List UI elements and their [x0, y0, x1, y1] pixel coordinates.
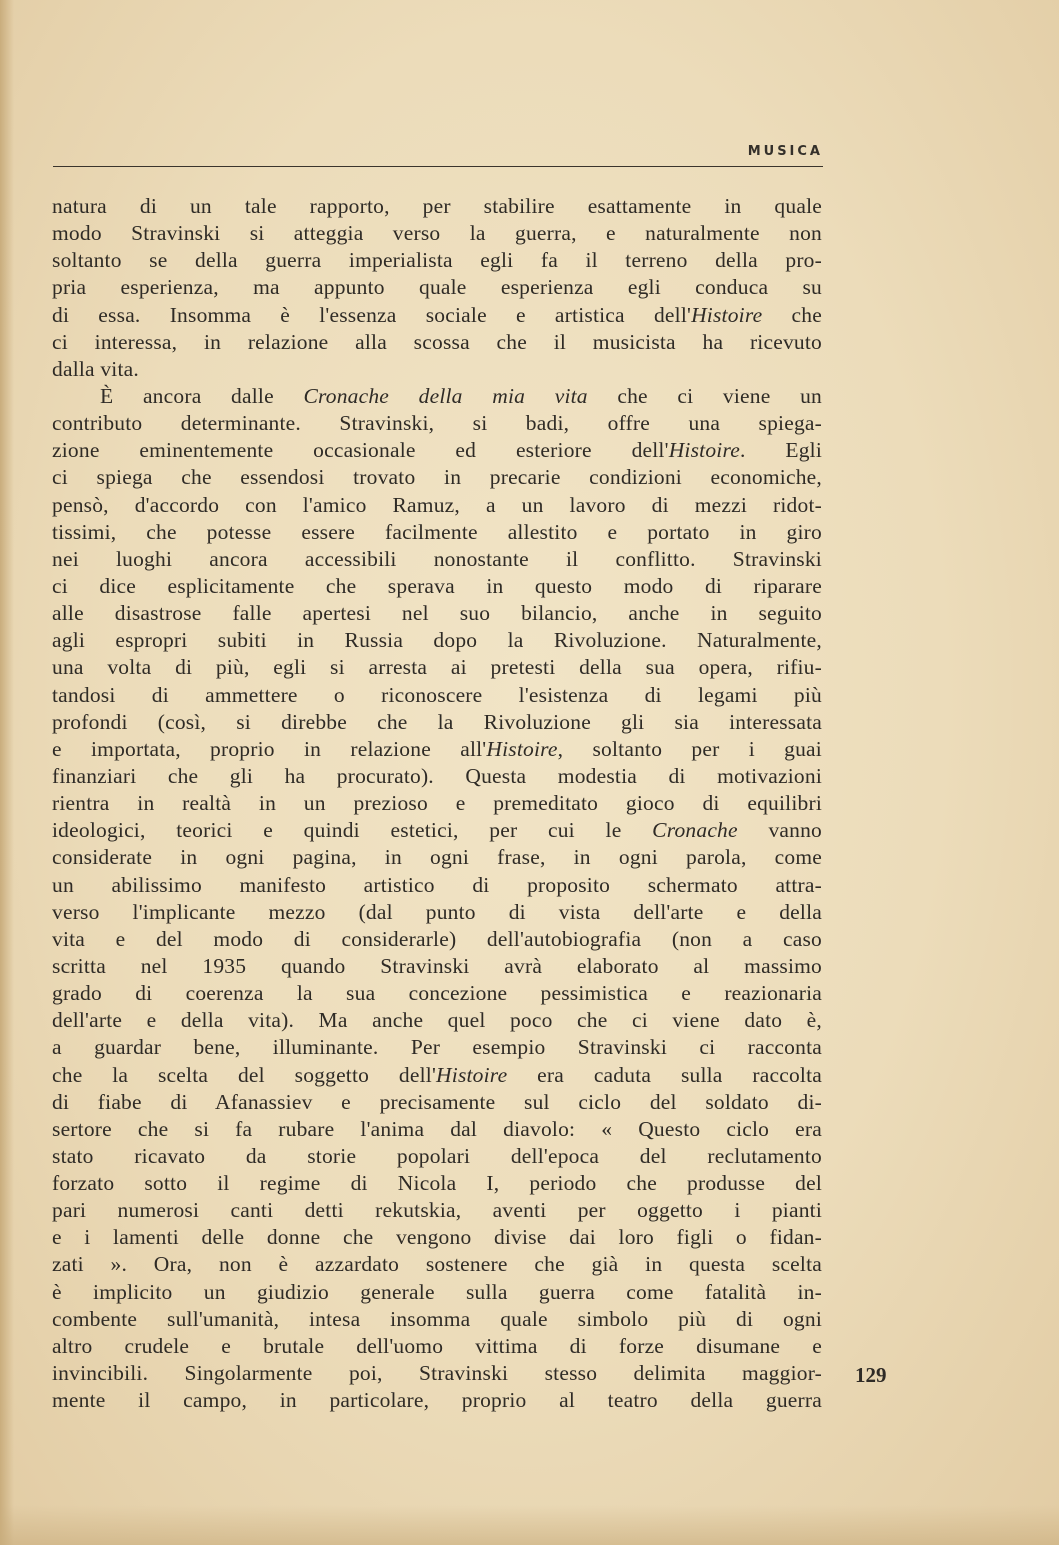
text-line	[52, 383, 822, 410]
text-line: sertore che si fa rubare l'anima dal diavolo: « Questo ciclo era	[52, 1116, 822, 1141]
text-line: è implicito un giudizio generale sulla guerra come fatalità in-	[52, 1279, 822, 1304]
text-segment: che la scelta del soggetto dell'	[52, 1062, 437, 1087]
text-segment: di essa. Insomma è l'essenza sociale e artistica dell'	[52, 302, 692, 327]
text-line: a guardar bene, illuminante. Per esempio Stravinski ci racconta	[52, 1035, 822, 1060]
body-text	[52, 193, 822, 1414]
text-line: nei luoghi ancora accessibili nonostante il conflitto. Stravinski	[52, 546, 822, 571]
text-line: grado di coerenza la sua concezione pessimistica e reazionaria	[52, 981, 822, 1006]
text-line: tissimi, che potesse essere facilmente allestito e portato in giro	[52, 519, 822, 544]
text-line: considerate in ogni pagina, in ogni frase, in ogni parola, come	[52, 845, 822, 870]
text-line: tandosi di ammettere o riconoscere l'esistenza di legami più	[52, 682, 822, 707]
section-title: MUSICA	[747, 144, 823, 159]
text-segment: ideologici, teorici e quindi estetici, per cui le	[52, 818, 653, 843]
text-line: natura di un tale rapporto, per stabilire esattamente in quale	[52, 194, 822, 218]
italic-title: Histoire	[668, 438, 740, 463]
text-line: invincibili. Singolarmente poi, Stravinski stesso delimita maggior-	[52, 1361, 822, 1386]
text-line: zati ». Ora, non è azzardato sostenere che già in questa scelta	[52, 1252, 822, 1277]
text-line: stato ricavato da storie popolari dell'epoca del reclutamento	[52, 1143, 822, 1168]
text-segment: che ci viene un	[587, 383, 822, 408]
text-segment: era caduta sulla raccolta	[507, 1062, 822, 1087]
text-segment: e importata, proprio in relazione all'	[52, 736, 487, 761]
text-line	[52, 1062, 822, 1089]
text-line: pria esperienza, ma appunto quale esperienza egli conduca su	[52, 275, 822, 300]
page-number: 129	[855, 1363, 887, 1387]
text-segment: , soltanto per i guai	[557, 736, 822, 761]
text-line: ci dice esplicitamente che sperava in questo modo di riparare	[52, 573, 822, 598]
text-segment: zione eminentemente occasionale ed esteriore dell'	[52, 438, 669, 463]
italic-title: Cronache della mia vita	[303, 383, 588, 408]
text-segment: che	[762, 302, 822, 327]
text-line: un abilissimo manifesto artistico di proposito schermato attra-	[52, 872, 822, 897]
text-line: pensò, d'accordo con l'amico Ramuz, a un lavoro di mezzi ridot-	[52, 492, 822, 517]
text-segment: vanno	[737, 818, 822, 843]
italic-title: Histoire	[691, 302, 763, 327]
text-line: altro crudele e brutale dell'uomo vittima di forze disumane e	[52, 1333, 822, 1358]
page-edge-shadow	[0, 0, 14, 1545]
text-line: modo Stravinski si atteggia verso la guerra, e naturalmente non	[52, 221, 822, 246]
text-line: una volta di più, egli si arresta ai pretesti della sua opera, rifiu-	[52, 655, 822, 680]
text-segment: . Egli	[739, 438, 822, 463]
text-line: agli espropri subiti in Russia dopo la Rivoluzione. Naturalmente,	[52, 628, 822, 653]
text-line: scritta nel 1935 quando Stravinski avrà elaborato al massimo	[52, 953, 822, 978]
text-line: contributo determinante. Stravinski, si badi, offre una spiega-	[52, 411, 822, 436]
text-line: e i lamenti delle donne che vengono divise dai loro figli o fidan-	[52, 1225, 822, 1250]
text-line: combente sull'umanità, intesa insomma quale simbolo più di ogni	[52, 1306, 822, 1331]
text-line: verso l'implicante mezzo (dal punto di vista dell'arte e della	[52, 899, 822, 924]
text-line: dalla vita.	[52, 356, 139, 381]
text-line: di fiabe di Afanassiev e precisamente sul ciclo del soldato di-	[52, 1089, 822, 1114]
text-line: finanziari che gli ha procurato). Questa modestia di motivazioni	[52, 763, 822, 788]
text-line: soltanto se della guerra imperialista egli fa il terreno della pro-	[52, 248, 822, 273]
text-line: forzato sotto il regime di Nicola I, periodo che produsse del	[52, 1171, 822, 1196]
text-line: dell'arte e della vita). Ma anche quel poco che ci viene dato è,	[52, 1008, 822, 1033]
text-line	[52, 817, 822, 844]
text-line	[52, 736, 822, 763]
text-line: vita e del modo di considerarle) dell'autobiografia (non a caso	[52, 926, 822, 951]
text-line: ci interessa, in relazione alla scossa che il musicista ha ricevuto	[52, 329, 822, 354]
text-line: rientra in realtà in un prezioso e premeditato gioco di equilibri	[52, 791, 822, 816]
running-header	[53, 140, 823, 167]
page-bottom-shadow	[0, 1505, 1059, 1545]
text-line: alle disastrose falle apertesi nel suo bilancio, anche in seguito	[52, 601, 822, 626]
text-line	[52, 437, 822, 464]
text-line: ci spiega che essendosi trovato in precarie condizioni economiche,	[52, 465, 822, 490]
text-line: profondi (così, si direbbe che la Rivoluzione gli sia interessata	[52, 709, 822, 734]
italic-title: Cronache	[652, 818, 738, 843]
text-line	[52, 302, 822, 329]
text-line: mente il campo, in particolare, proprio al teatro della guerra	[52, 1388, 822, 1413]
italic-title: Histoire	[436, 1062, 508, 1087]
text-line: pari numerosi canti detti rekutskia, aventi per oggetto i pianti	[52, 1198, 822, 1223]
text-segment: È ancora dalle	[100, 383, 304, 408]
italic-title: Histoire	[486, 736, 558, 761]
